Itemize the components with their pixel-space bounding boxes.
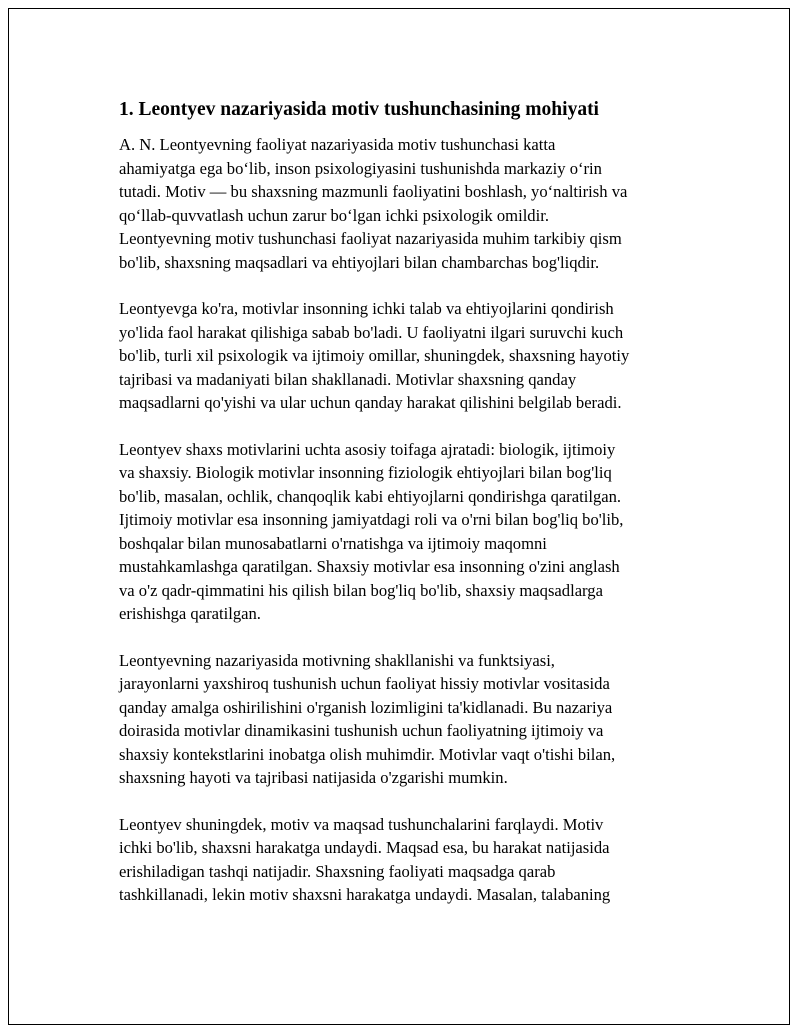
text-line: erishiladigan tashqi natijadir. Shaxsning faoliyati maqsadga qarab xyxy=(119,861,556,881)
text-line: A. N. Leontyevning faoliyat nazariyasida motiv tushunchasi katta xyxy=(119,135,556,154)
text-line: erishishga qaratilgan. xyxy=(119,604,261,623)
page-frame xyxy=(8,8,790,1025)
text-line: doirasida motivlar dinamikasini tushunish uchun faoliyatning ijtimoiy va xyxy=(119,721,604,740)
paragraph-3 xyxy=(119,438,684,626)
text-line: bo'lib, shaxsning maqsadlari va ehtiyojlari bilan chambarchas bog'liqdir. xyxy=(119,252,600,272)
text-line: shaxsning hayoti va tajribasi natijasida o'zgarishi mumkin. xyxy=(119,768,508,787)
text-line: boshqalar bilan munosabatlarni o'rnatishga va ijtimoiy maqomni xyxy=(119,533,547,553)
text-line: maqsadlarni qo'yishi va ular uchun qanday harakat qilishini belgilab beradi. xyxy=(119,393,622,412)
text-line: bo'lib, turli xil psixologik va ijtimoiy omillar, shuningdek, shaxsning hayotiy xyxy=(119,346,630,365)
text-line: Leontyevning motiv tushunchasi faoliyat nazariyasida muhim tarkibiy qism xyxy=(119,229,622,248)
text-line: Ijtimoiy motivlar esa insonning jamiyatdagi roli va o'rni bilan bog'liq bo'lib, xyxy=(119,510,624,529)
text-line: yo'lida faol harakat qilishiga sabab bo'ladi. U faoliyatni ilgari suruvchi kuch xyxy=(119,322,624,342)
text-line: shaxsiy kontekstlarini inobatga olish muhimdir. Motivlar vaqt o'tishi bilan, xyxy=(119,744,616,764)
text-line: Leontyev shuningdek, motiv va maqsad tushunchalarini farqlaydi. Motiv xyxy=(119,814,604,834)
text-line: jarayonlarni yaxshiroq tushunish uchun faoliyat hissiy motivlar vositasida xyxy=(119,674,610,693)
section-heading: 1. Leontyev nazariyasida motiv tushunchasining mohiyati xyxy=(119,99,599,120)
text-line: va o'z qadr-qimmatini his qilish bilan bog'liq bo'lib, shaxsiy maqsadlarga xyxy=(119,580,603,600)
text-line: Leontyevga ko'ra, motivlar insonning ichki talab va ehtiyojlarini qondirish xyxy=(119,299,614,318)
text-line: va shaxsiy. Biologik motivlar insonning fiziologik ehtiyojlari bilan bog'liq xyxy=(119,463,612,482)
text-line: bo'lib, masalan, ochlik, chanqoqlik kabi ehtiyojlarni qondirishga qaratilgan. xyxy=(119,486,622,506)
paragraph-4 xyxy=(119,649,684,790)
paragraph-2 xyxy=(119,297,684,415)
text-line: Leontyevning nazariyasida motivning shakllanishi va funktsiyasi, xyxy=(119,650,555,670)
text-line: ahamiyatga ega bo‘lib, inson psixologiyasini tushunishda markaziy o‘rin xyxy=(119,158,602,178)
paragraph-5 xyxy=(119,813,684,907)
text-line: tutadi. Motiv — bu shaxsning mazmunli faoliyatini boshlash, yo‘naltirish va xyxy=(119,182,628,201)
text-line: tashkillanadi, lekin motiv shaxsni harakatga undaydi. Masalan, talabaning xyxy=(119,885,611,904)
document-body xyxy=(119,98,684,930)
text-line: tajribasi va madaniyati bilan shakllanadi. Motivlar shaxsning qanday xyxy=(119,369,577,389)
text-line: mustahkamlashga qaratilgan. Shaxsiy motivlar esa insonning o'zini anglash xyxy=(119,557,620,576)
text-line: ichki bo'lib, shaxsni harakatga undaydi. Maqsad esa, bu harakat natijasida xyxy=(119,838,610,857)
text-line: qanday amalga oshirilishini o'rganish lozimligini ta'kidlanadi. Bu nazariya xyxy=(119,697,613,717)
paragraph-1 xyxy=(119,133,684,274)
text-line: Leontyev shaxs motivlarini uchta asosiy toifaga ajratadi: biologik, ijtimoiy xyxy=(119,439,616,459)
text-line: qo‘llab-quvvatlash uchun zarur bo‘lgan ichki psixologik omildir. xyxy=(119,205,549,225)
